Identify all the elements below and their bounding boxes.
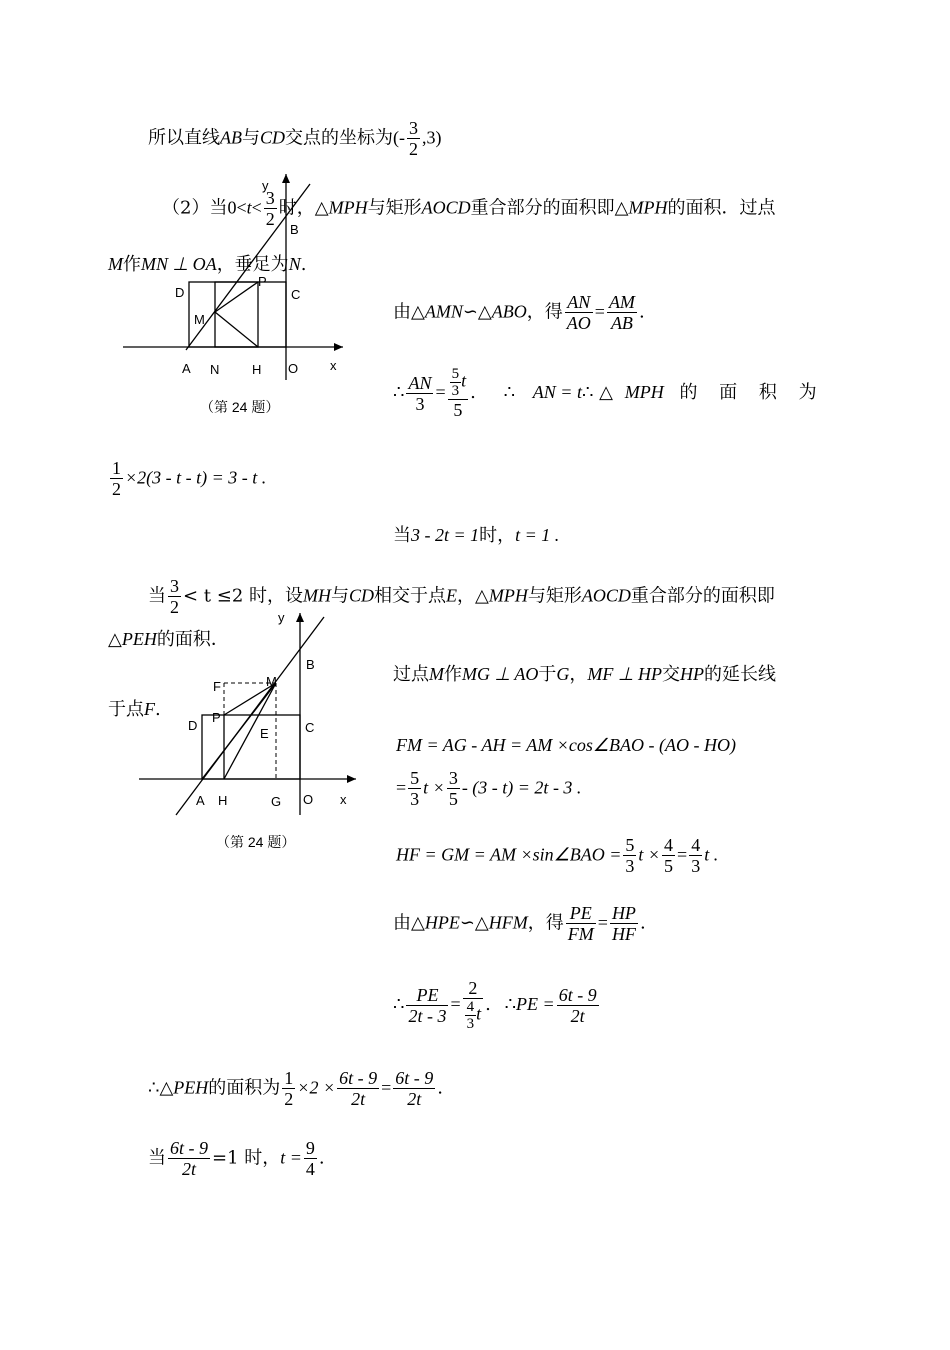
- label-d: D: [188, 718, 198, 733]
- text: 时，: [479, 525, 516, 546]
- label-x: x: [330, 358, 337, 373]
- text: MH: [303, 585, 332, 606]
- text: 于: [538, 664, 557, 685]
- frac-num: 6t - 9: [170, 1138, 208, 1158]
- frac-num: [448, 366, 469, 400]
- frac-num: PE: [566, 903, 596, 924]
- line-an-equals-t: [393, 366, 843, 420]
- label-a: A: [196, 793, 205, 808]
- text: 重合部分的面积即△: [470, 197, 629, 219]
- fraction: [407, 118, 420, 159]
- frac-den: 2: [265, 209, 275, 229]
- frac-num: 6t - 9: [339, 1068, 378, 1088]
- text: ×2 ×: [297, 1077, 336, 1098]
- text: MF ⊥ HP: [587, 664, 663, 684]
- text: .: [300, 254, 307, 275]
- text: ∴: [393, 382, 405, 403]
- line-pe-solve: [393, 978, 601, 1032]
- line-t-equals-1: [393, 524, 559, 547]
- frac-den: 2t - 3: [408, 1005, 447, 1026]
- frac-num: HP: [611, 903, 636, 923]
- text: 于点: [108, 699, 144, 720]
- frac-den: 2: [170, 597, 179, 617]
- text: ，△: [457, 585, 489, 607]
- text: 所以直线: [148, 127, 220, 149]
- text: △: [108, 629, 122, 650]
- text: .: [485, 994, 491, 1015]
- text: 过点: [393, 664, 429, 685]
- text: 的 面 积 为: [679, 382, 825, 403]
- text: ,3): [422, 127, 442, 148]
- fraction: [406, 985, 448, 1026]
- text: .: [155, 699, 161, 720]
- figure-1: [118, 170, 350, 385]
- segment-mp: [215, 282, 258, 312]
- text: 的面积．: [156, 629, 229, 650]
- text: .: [437, 1077, 443, 1099]
- fraction: [450, 366, 462, 399]
- text-ab: AB: [220, 127, 242, 148]
- text: t: [461, 370, 467, 391]
- frac-num: 1: [112, 458, 121, 478]
- text: =: [381, 1077, 392, 1098]
- frac-num: 4: [691, 835, 701, 855]
- text: 的延长线: [704, 664, 777, 685]
- arrow-icon: [282, 174, 290, 183]
- text: ∽△: [462, 301, 492, 323]
- figure-1-caption: （第 24 题）: [200, 399, 280, 415]
- frac-num: 9: [305, 1138, 315, 1158]
- frac-num: AM: [608, 292, 635, 312]
- label-d: D: [175, 285, 185, 300]
- label-p: P: [258, 274, 267, 289]
- frac-num: 6t - 9: [558, 984, 597, 1005]
- text: 当: [148, 585, 166, 607]
- text: =: [450, 994, 461, 1014]
- fraction: [607, 292, 637, 333]
- text: .: [639, 912, 646, 934]
- text: 与矩形: [367, 197, 422, 219]
- frac-den: FM: [567, 924, 594, 944]
- label-a: A: [182, 361, 191, 376]
- label-m: M: [266, 674, 277, 689]
- text: 与矩形: [527, 585, 582, 607]
- label-h: H: [252, 362, 262, 377]
- frac-num: 5: [625, 835, 635, 855]
- text: t ×: [423, 777, 445, 798]
- label-b: B: [306, 657, 315, 672]
- frac-den: 5: [664, 856, 674, 876]
- label-h: H: [218, 793, 228, 808]
- text-cd: CD: [260, 127, 286, 148]
- text: F: [144, 699, 155, 719]
- text: G: [556, 664, 570, 684]
- text: t: [476, 1003, 482, 1024]
- frac-den: 2: [409, 139, 419, 159]
- frac-den: 2t: [181, 1159, 196, 1179]
- text: =: [597, 912, 608, 933]
- text: =: [435, 382, 446, 402]
- text: HFM: [488, 912, 528, 933]
- label-o: O: [303, 792, 314, 807]
- frac-den: 3: [625, 856, 635, 876]
- fraction: [465, 999, 477, 1032]
- frac-den: 4: [305, 1159, 315, 1179]
- text: MN ⊥ OA: [141, 254, 217, 274]
- label-c: C: [291, 287, 301, 302]
- frac-den: 2: [284, 1089, 294, 1109]
- label-p: P: [212, 710, 221, 725]
- frac-den: HF: [611, 924, 636, 944]
- text: N: [288, 254, 301, 274]
- label-m: M: [194, 312, 205, 327]
- text: 重合部分的面积即: [630, 585, 775, 607]
- frac-num: 4: [664, 835, 674, 855]
- frac-den: 3: [415, 393, 425, 414]
- fraction: [557, 985, 599, 1026]
- text: ∴: [503, 382, 516, 403]
- text: - (3 - t) = 2t - 3 .: [461, 777, 582, 798]
- text: E: [446, 585, 458, 606]
- frac-den: AB: [610, 313, 633, 333]
- text: ∴△: [148, 1077, 174, 1099]
- text: ，得: [526, 301, 563, 323]
- frac-num: 1: [284, 1068, 294, 1088]
- figure-2-caption: （第 24 题）: [216, 834, 296, 850]
- text: 当: [393, 525, 411, 546]
- frac-den: 5: [453, 400, 463, 420]
- fraction: [565, 292, 593, 333]
- text: 作: [123, 254, 141, 275]
- text: HF = GM = AM ×sin∠BAO =: [396, 844, 622, 865]
- text: ，垂足为: [216, 254, 289, 275]
- text: MPH: [624, 382, 664, 402]
- text: .: [470, 382, 476, 403]
- fraction: [610, 903, 638, 944]
- text: 0: [227, 197, 237, 218]
- text: 的面积．过点: [667, 197, 776, 219]
- line-hf-expr: [396, 835, 718, 876]
- text: 与: [331, 585, 350, 607]
- fraction: [168, 1138, 210, 1179]
- fraction: [393, 1068, 435, 1109]
- label-n: N: [210, 362, 220, 377]
- text: ∴: [504, 994, 517, 1015]
- text: < t ≤2 时，设: [183, 585, 304, 607]
- text: (-: [393, 127, 406, 148]
- text: PEH: [173, 1077, 209, 1098]
- line-similar-hpe: [393, 903, 646, 944]
- frac-num: 2: [463, 978, 484, 999]
- text: AOCD: [581, 585, 631, 606]
- frac-den: 3: [691, 856, 701, 876]
- label-x: x: [340, 792, 347, 807]
- fraction: [408, 768, 421, 809]
- text: t ×: [638, 844, 661, 865]
- text: ，得: [527, 912, 564, 934]
- fraction: [623, 835, 636, 876]
- fraction: [110, 458, 123, 499]
- text: MPH: [628, 197, 668, 218]
- fraction: [448, 366, 469, 420]
- text: 相交于点: [374, 585, 447, 607]
- frac-num: 5: [410, 768, 420, 788]
- line-similar-amn: [393, 292, 645, 333]
- label-f: F: [213, 679, 221, 694]
- frac-den: 3: [410, 789, 420, 809]
- line-peh-area-result: [148, 1068, 443, 1109]
- frac-num: 3: [170, 576, 179, 596]
- fraction: [463, 978, 484, 1032]
- text: t = 1 .: [515, 525, 560, 545]
- label-b: B: [290, 222, 299, 237]
- line-t-equals-9-4: [148, 1138, 325, 1179]
- frac-num: AN: [408, 372, 432, 393]
- text: 与: [242, 127, 260, 149]
- line-point-f: [108, 698, 161, 721]
- frac-num: AN: [565, 292, 593, 313]
- fraction: [447, 768, 460, 809]
- frac-den: 5: [448, 789, 458, 809]
- frac-num: PE: [406, 985, 448, 1006]
- text: ∴: [393, 994, 405, 1015]
- text: ∴ △: [581, 382, 613, 403]
- frac-num: 3: [448, 768, 458, 788]
- line-mg-mf: [393, 663, 776, 686]
- text: AN = t: [532, 382, 582, 402]
- fraction: [406, 373, 433, 414]
- fraction: [662, 835, 675, 876]
- text: =: [396, 777, 407, 798]
- text: t: [246, 197, 252, 218]
- text: AOCD: [421, 197, 471, 218]
- text: ，: [569, 664, 588, 685]
- frac-num: 4: [466, 999, 475, 1015]
- arrow-icon: [296, 613, 304, 622]
- label-y: y: [262, 178, 269, 193]
- text: 的面积为: [208, 1077, 281, 1099]
- frac-den: 2t: [407, 1089, 422, 1109]
- frac-den: AO: [566, 313, 591, 333]
- text: t =: [280, 1147, 302, 1168]
- text: 交点的坐标为: [285, 127, 394, 149]
- text: 当: [148, 1147, 166, 1169]
- line-fm-expr: [396, 734, 736, 757]
- frac-den: 3: [451, 383, 460, 399]
- frac-num: 6t - 9: [395, 1068, 434, 1088]
- text: 时，△: [278, 197, 329, 219]
- text: =1 时，: [212, 1147, 281, 1169]
- text: 交: [662, 664, 681, 685]
- frac-num: 5: [451, 366, 460, 382]
- text: AMN: [424, 301, 463, 322]
- label-o: O: [288, 361, 299, 376]
- rectangle-mph: [215, 282, 258, 347]
- line-area-expr: [108, 458, 266, 499]
- label-e: E: [260, 726, 269, 741]
- text: M: [108, 254, 123, 274]
- text: =: [594, 301, 605, 322]
- frac-den: [463, 999, 484, 1032]
- segment-mh: [215, 312, 258, 347]
- text: ×2(3 - t - t) = 3 - t .: [125, 467, 267, 488]
- fraction: [566, 903, 596, 944]
- text: CD: [349, 585, 375, 606]
- text: （2）当: [162, 197, 228, 219]
- text: =: [677, 844, 688, 865]
- text: PE =: [516, 994, 555, 1014]
- label-c: C: [305, 720, 315, 735]
- fraction: [304, 1138, 317, 1179]
- label-g: G: [271, 794, 282, 809]
- frac-den: 2t: [570, 1005, 585, 1026]
- text: MPH: [488, 585, 528, 606]
- fraction: [689, 835, 702, 876]
- text: 作: [444, 664, 462, 685]
- text: M: [429, 664, 444, 684]
- label-y: y: [278, 610, 285, 625]
- text: HPE: [424, 912, 460, 933]
- fraction: [337, 1068, 379, 1109]
- text: PEH: [121, 629, 157, 649]
- line-fm-result: [396, 768, 581, 809]
- fraction: [282, 1068, 295, 1109]
- frac-den: 3: [466, 1016, 475, 1032]
- line-coordinate-result: [148, 118, 442, 159]
- text: 由△: [393, 912, 425, 934]
- text: FM = AG - AH = AM ×cos∠BAO - (AO - HO): [396, 735, 737, 755]
- text: 由△: [393, 301, 425, 323]
- text: ∽△: [459, 912, 489, 934]
- text: <: [236, 197, 247, 218]
- text: HP: [680, 664, 705, 684]
- arrow-icon: [334, 343, 343, 351]
- text: <: [251, 197, 262, 218]
- text: .: [638, 301, 645, 323]
- frac-den: 2: [112, 479, 121, 499]
- text: ABO: [491, 301, 527, 322]
- text: MG ⊥ AO: [462, 664, 539, 684]
- frac-num: 3: [409, 118, 419, 138]
- text: 3 - 2t = 1: [411, 525, 480, 545]
- frac-num: 3: [265, 188, 275, 208]
- text: .: [318, 1147, 325, 1169]
- arrow-icon: [347, 775, 356, 783]
- text: t .: [704, 844, 719, 865]
- frac-den: 2t: [351, 1089, 366, 1109]
- figure-2: [134, 605, 366, 820]
- text: MPH: [328, 197, 368, 218]
